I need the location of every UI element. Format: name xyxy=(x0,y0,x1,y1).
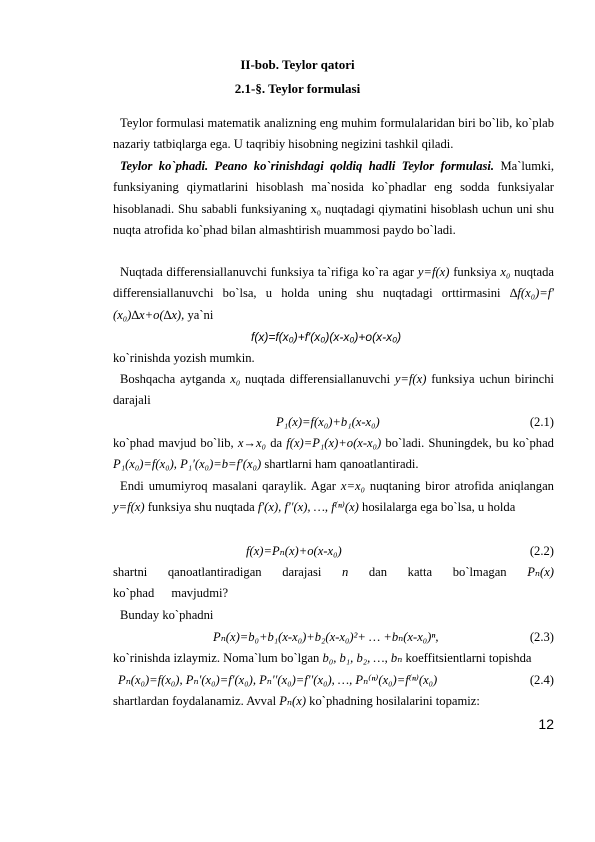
paragraph-search xyxy=(113,605,554,626)
math-fx: y=f(x) xyxy=(417,265,450,279)
equation-number: (2.1) xyxy=(529,415,554,429)
paragraph-derivatives xyxy=(113,691,554,712)
text-span: ko`rinishda yozish mumkin. xyxy=(113,351,255,365)
text-span: ko`phad mavjud bo`lib, xyxy=(113,436,234,450)
equation-text: Pₙ(x)=b₀+b₁(x-x₀)+b₂(x-x₀)²+ … +bₙ(x-x₀)ⁿ, xyxy=(213,630,439,644)
text-span: Nuqtada differensiallanuvchi funksiya ta`rifiga ko`ra agar xyxy=(120,265,415,279)
text-span: nuqtada differensiallanuvchi xyxy=(244,372,391,386)
paragraph-polynomial-exists xyxy=(113,433,554,476)
text-span: Boshqacha aytganda xyxy=(120,372,226,386)
math-fx: y=f(x) xyxy=(113,500,145,515)
paragraph-differential xyxy=(113,262,554,326)
chapter-title: II-bob. Teylor qatori xyxy=(240,57,355,72)
math-x0: x₀ xyxy=(500,265,511,279)
intro-text: Teylor formulasi matematik analizning eng muhim formulalaridan biri bo`lib, ko`plab nazariy tatbiqlarga ega. U taqribiy hisobning negizini tashkil qiladi. xyxy=(113,116,554,152)
equation-2-4 xyxy=(113,670,554,691)
equation-number: (2.2) xyxy=(529,544,554,558)
math-increment: ∆f(x₀)=f′(x₀)∆x+o(∆x), xyxy=(113,286,555,322)
peano-body: Ma`lumki, funksiyaning qiymatlarini hisoblash ma`nosida ko`phadlar eng sodda funksiyalar hisoblanadi. Shu sababli funksiyaning x₀ nuqtadagi qiymatini hisoblash uchun uni shu nuqta atrofida ko`phad bilan almashtirish muammosi paydo bo`ladi. xyxy=(113,159,554,238)
text-span: Bunday ko`phadni xyxy=(120,608,214,622)
paragraph-intro xyxy=(113,113,554,156)
math-derivatives: f′(x), f′′(x), …, f⁽ⁿ⁾(x) xyxy=(257,500,359,515)
section-title: 2.1-§. Teylor formulasi xyxy=(234,81,361,96)
equation-text: f(x)=Pₙ(x)+o(x-x₀) xyxy=(246,544,342,558)
text-span: nuqtaning biror atrofida aniqlangan xyxy=(369,479,554,493)
math-coefficients: b₀, b₁, b₂, …, bₙ xyxy=(322,651,403,665)
math-expansion: f(x)=P₁(x)+o(x-x₀) xyxy=(286,436,382,450)
text-span: ko`phad mavjudmi? xyxy=(113,586,229,601)
equation-number: (2.3) xyxy=(529,630,554,644)
text-span: nuqtada differensiallanuvchi bo`lsa, u holda uning shu nuqtadagi orttirmasini xyxy=(113,265,554,301)
degree-text xyxy=(113,562,554,605)
general-problem-text xyxy=(113,476,554,519)
text-span: hosilalarga ega bo`lsa, u holda xyxy=(362,500,516,515)
page-number: 12 xyxy=(538,716,554,732)
paragraph-coefficients xyxy=(113,648,554,669)
equation-text: Pₙ(x₀)=f(x₀), Pₙ′(x₀)=f′(x₀), Pₙ′′(x₀)=f′′(x₀), …, Pₙ⁽ⁿ⁾(x₀)=f⁽ⁿ⁾(x₀) xyxy=(118,673,438,687)
paragraph-peano xyxy=(113,156,554,242)
text-span: bo`ladi. Shuningdek, bu ko`phad xyxy=(385,436,554,450)
polynomial-exists-text xyxy=(113,433,554,476)
equation-text: P₁(x)=f(x₀)+b₁(x-x₀) xyxy=(276,415,380,429)
peano-text xyxy=(113,156,554,242)
paragraph-general-problem xyxy=(113,476,554,519)
equation-taylor-first xyxy=(113,327,554,348)
derivatives-text xyxy=(113,691,480,712)
paragraph-first-degree xyxy=(113,369,554,412)
text-span: Endi umumiyroq masalani qaraylik. Agar xyxy=(120,479,336,493)
coefficients-text xyxy=(113,648,532,669)
math-pn: Pₙ(x) xyxy=(279,694,307,708)
text-span: shartlarni ham qanoatlantiradi. xyxy=(264,457,419,472)
text-span: funksiya uchun birinchi darajali xyxy=(113,372,555,408)
text-span: dan katta bo`lmagan xyxy=(368,565,507,579)
text-span: da xyxy=(270,436,283,450)
text-span: funksiya shu nuqtada xyxy=(147,500,255,515)
text-span: shartni qanoatlantiradigan darajasi xyxy=(113,565,322,579)
text-span: ko`phadning hosilalarini topamiz: xyxy=(309,694,480,708)
math-conditions: P₁(x₀)=f(x₀), P₁′(x₀)=b=f′(x₀) xyxy=(113,457,262,472)
peano-heading: Teylor ko`phadi. Peano ko`rinishdagi qoldiq hadli Teylor formulasi. xyxy=(120,159,495,173)
math-limit: x→x₀ xyxy=(237,436,266,450)
first-degree-text xyxy=(113,369,554,412)
equation-2-2 xyxy=(113,541,554,562)
math-x0: x₀ xyxy=(230,372,241,386)
paragraph-degree xyxy=(113,562,554,605)
paragraph-short xyxy=(113,348,554,369)
math-n: n xyxy=(341,565,349,579)
math-fx: y=f(x) xyxy=(394,372,427,386)
math-pn: Pₙ(x) xyxy=(527,565,554,579)
text-span: ko`rinishda izlaymiz. Noma`lum bo`lgan xyxy=(113,651,320,665)
equation-text: f(x)=f(x₀)+f′(x₀)(x-x₀)+o(x-x₀) xyxy=(251,330,402,344)
equation-number: (2.4) xyxy=(529,673,554,687)
text-span: funksiya xyxy=(453,265,497,279)
math-point: x=x₀ xyxy=(340,479,365,493)
text-span: shartlardan foydalanamiz. Avval xyxy=(113,694,277,708)
text-span: ya`ni xyxy=(187,307,214,322)
equation-2-3 xyxy=(113,627,554,648)
text-span: koeffitsientlarni topishda xyxy=(405,651,532,665)
equation-2-1 xyxy=(113,412,554,433)
differential-text xyxy=(113,262,554,326)
